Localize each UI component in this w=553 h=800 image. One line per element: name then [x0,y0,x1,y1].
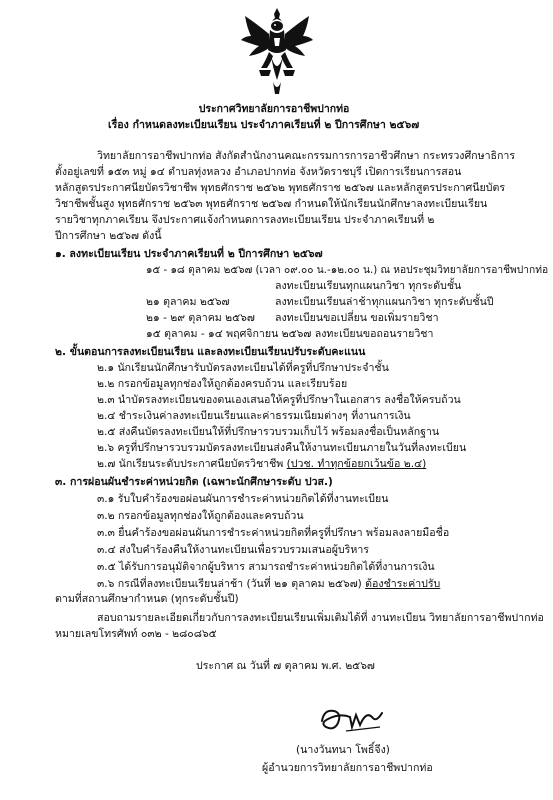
intro-line-3: หลักสูตรประกาศนียบัตรวิชาชีพ พุทธศักราช ๒๕๖๒ พุทธศักราช ๒๕๖๗ และหลักสูตรประกาศนียบัตร [55,182,506,194]
schedule-row-2-desc: ลงทะเบียนเรียนล่าช้าทุกแผนกวิชา ทุกระดับชั้นปี [275,296,494,308]
subject-line [108,119,419,132]
garuda-emblem-icon [239,6,315,96]
schedule-row-3-date: ๒๑ - ๒๙ ตุลาคม ๒๕๖๗ [146,312,255,324]
step-2-3: ๒.๓ นำบัตรลงทะเบียนของตนเองเสนอให้ครูที่ปรึกษาในเอกสาร ลงชื่อให้ครบถ้วน [97,394,461,406]
signature-icon [316,703,386,737]
intro-line-1: วิทยาลัยการอาชีพปากท่อ สังกัดสำนักงานคณะกรรมการการอาชีวศึกษา กระทรวงศึกษาธิการ [97,150,516,162]
step-2-7 [97,458,426,471]
step-2-6: ๒.๖ ครูที่ปรึกษารวบรวมบัตรลงทะเบียนส่งคืนให้งานทะเบียนภายในวันที่ลงทะเบียน [97,442,467,454]
intro-line-4: วิชาชีพชั้นสูง พุทธศักราช ๒๕๖๓ พุทธศักราช ๒๕๖๗ กำหนดให้นักเรียนนักศึกษาลงทะเบียนเรียน [55,198,488,210]
step-2-7-text: ๒.๗ นักเรียนระดับประกาศนียบัตรวิชาชีพ [97,458,284,470]
intro-line-5: รายวิชาทุกภาคเรียน จึงประกาศแจ้งกำหนดการลงทะเบียนเรียน ประจำภาคเรียนที่ ๒ [55,214,435,226]
step-3-6-fine: ต้องชำระค่าปรับ [365,578,441,590]
step-3-3: ๓.๓ ยื่นคำร้องขอผ่อนผันการชำระค่าหน่วยกิตที่ครูที่ปรึกษา พร้อมลงลายมือชื่อ [97,527,450,539]
step-2-2: ๒.๒ กรอกข้อมูลทุกช่องให้ถูกต้องครบถ้วน และเรียบร้อย [97,378,348,390]
announcement-date: ประกาศ ณ วันที่ ๗ ตุลาคม พ.ศ. ๒๕๖๗ [196,660,375,672]
schedule-row-4-date: ๑๕ ตุลาคม - ๑๔ พฤศจิกายน ๒๕๖๗ ลงทะเบียนขอถอนรายวิชา [146,328,434,340]
step-2-7-note: (ปวช. ทำทุกข้อยกเว้นข้อ ๒.๔) [286,458,427,470]
schedule-row-1-desc: ลงทะเบียนเรียนทุกแผนกวิชา ทุกระดับชั้น [275,280,462,292]
step-3-1: ๓.๑ รับใบคำร้องขอผ่อนผันการชำระค่าหน่วยกิตได้ที่งานทะเบียน [97,493,389,505]
step-3-4: ๓.๔ ส่งใบคำร้องคืนให้งานทะเบียนเพื่อรวบรวมเสนอผู้บริหาร [97,544,369,556]
institution-title: ประกาศวิทยาลัยการอาชีพปากท่อ [198,103,350,115]
schedule-row-2-date: ๒๑ ตุลาคม ๒๕๖๗ [146,296,230,308]
step-3-6-cont: ตามที่สถานศึกษากำหนด (ทุกระดับชั้นปี) [55,593,239,605]
signer-name: (นางวันทนา โพธิ์จีง) [296,744,390,756]
section-2-title: ๒. ขั้นตอนการลงทะเบียนเรียน และลงทะเบียนเรียนปรับระดับคะแนน [55,346,366,358]
section-1-title: ๑. ลงทะเบียนเรียน ประจำภาคเรียนที่ ๒ ปีการศึกษา ๒๕๖๗ [55,248,323,260]
step-3-2: ๓.๒ กรอกข้อมูลทุกช่องให้ถูกต้องและครบถ้วน [97,510,304,522]
step-2-5: ๒.๕ ส่งคืนบัตรลงทะเบียนให้ที่ปรึกษารวบรวมเก็บไว้ พร้อมลงชื่อเป็นหลักฐาน [97,426,440,438]
intro-line-6: ปีการศึกษา ๒๕๖๗ ดังนี้ [55,230,162,242]
step-2-1: ๒.๑ นักเรียนนักศึกษารับบัตรลงทะเบียนได้ที่ครูที่ปรึกษาประจำชั้น [97,362,389,374]
step-3-5: ๓.๕ ได้รับการอนุมัติจากผู้บริหาร สามารถชำระค่าหน่วยกิตได้ที่งานการเงิน [97,561,435,573]
signer-title: ผู้อำนวยการวิทยาลัยการอาชีพปากท่อ [262,762,433,774]
step-3-6 [97,578,440,591]
intro-line-2: ตั้งอยู่เลขที่ ๑๕๓ หมู่ ๑๔ ตำบลทุ่งหลวง อำเภอปากท่อ จังหวัดราชบุรี เปิดการเรียนการสอน [55,166,462,178]
step-3-6-text: ๓.๖ กรณีที่ลงทะเบียนเรียนล่าช้า (วันที่ ๒๑ ตุลาคม ๒๕๖๗) [97,578,362,590]
section-3-title: ๓. การผ่อนผันชำระค่าหน่วยกิต (เฉพาะนักศึกษาระดับ ปวส.) [55,476,333,488]
inquiry-line-1: สอบถามรายละเอียดเกี่ยวกับการลงทะเบียนเรียนเพิ่มเติมได้ที่ งานทะเบียน วิทยาลัยการอาชีพปากท่อ [97,612,544,624]
inquiry-phone: หมายเลขโทรศัพท์ ๐๓๒ - ๒๘๐๘๖๕ [55,628,217,640]
schedule-row-1-date: ๑๕ - ๑๘ ตุลาคม ๒๕๖๗ (เวลา ๐๙.๐๐ น.-๑๒.๐๐ น.) ณ หอประชุมวิทยาลัยการอาชีพปากท่อ [146,264,549,276]
subject-text: กำหนดลงทะเบียนเรียน ประจำภาคเรียนที่ ๒ ปีการศึกษา ๒๕๖๗ [132,119,420,131]
step-2-4: ๒.๔ ชำระเงินค่าลงทะเบียนเรียนและค่าธรรมเนียมต่างๆ ที่งานการเงิน [97,410,411,422]
schedule-row-3-desc: ลงทะเบียนขอเปลี่ยน ขอเพิ่มรายวิชา [275,312,439,324]
subject-label: เรื่อง [108,119,129,131]
